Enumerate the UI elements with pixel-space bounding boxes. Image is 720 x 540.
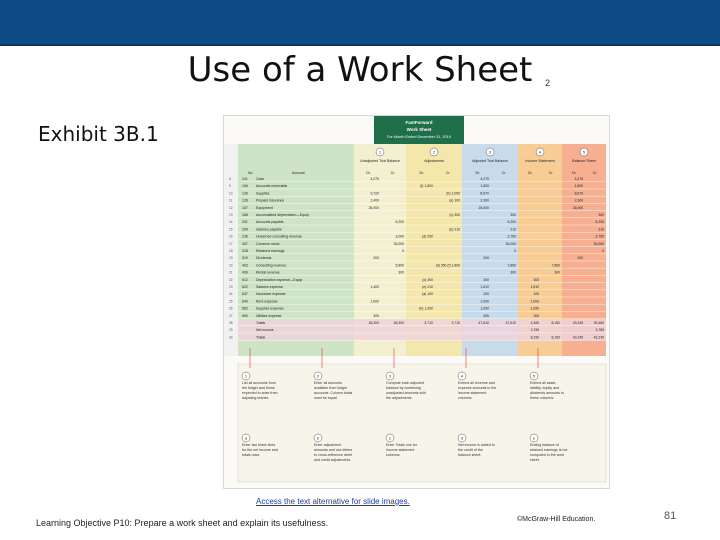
row-index: 8 [229, 177, 231, 181]
section-title: Balance Sheet [572, 159, 596, 163]
cell-value-cr: 8,150 [551, 321, 560, 325]
cell-value-cr: 300 [398, 270, 404, 275]
cell-value-cr: 5,800 [395, 263, 404, 268]
row-index: 12 [229, 205, 233, 210]
step-marker-number: 5 [582, 149, 586, 155]
cell-value-cr: 3,710 [451, 321, 460, 325]
cell-value-cr: 0 [602, 249, 604, 253]
note-step-number: b [316, 435, 320, 441]
cell-value-cr: 2,750 [507, 234, 516, 239]
cell-value-dr: 1,610 [480, 285, 489, 289]
copyright-notice: ©McGraw-Hill Education. [517, 516, 596, 523]
note-text-line: these columns. [530, 396, 555, 400]
row-index: 17 [229, 241, 233, 246]
cell-value-cr: (b) 1,050 [446, 191, 460, 196]
cell-value-dr: 1,800 [574, 184, 584, 189]
cell-value-dr: 26,000 [368, 205, 379, 210]
note-step-number: d [460, 435, 464, 441]
cell-value-dr: 1,400 [370, 285, 379, 289]
row-index: 21 [229, 270, 233, 275]
dr-header: Dr. [419, 171, 424, 175]
account-number: 106 [242, 184, 248, 189]
cell-value-dr: 1,000 [480, 299, 489, 304]
cell-value-dr: 200 [483, 256, 489, 261]
cell-value-dr: 1,610 [530, 285, 540, 289]
cell-value-dr: 2,300 [574, 198, 584, 203]
cell-value-cr: 300 [598, 213, 604, 217]
note-step-number: a [244, 435, 248, 441]
account-number: 637 [242, 292, 248, 297]
cell-value-dr: 8,670 [574, 191, 584, 196]
note-text-line: Extend all asset, [530, 381, 557, 385]
cell-value-cr: 30,000 [593, 241, 604, 246]
account-name: Dividends [256, 256, 272, 261]
cell-value-cr: 39,460 [593, 321, 604, 325]
note-text-line: to cross-reference debit [314, 453, 352, 457]
row-index: 9 [229, 184, 231, 189]
note-text-line: Compute each adjusted [386, 381, 424, 385]
cell-value-cr: 30,000 [505, 241, 516, 246]
cell-value-dr: (d) 250 [422, 234, 433, 239]
cell-value-dr: 200 [577, 256, 584, 261]
step-marker-number: 3 [488, 149, 492, 155]
cell-value-cr: 3,000 [395, 234, 404, 239]
cell-value-dr: 2,300 [480, 198, 489, 203]
cell-value-cr: 0 [402, 249, 404, 253]
account-number: 128 [242, 198, 248, 203]
cell-value-dr: 1,050 [530, 306, 540, 311]
cell-value-dr: 3,710 [424, 321, 433, 325]
note-step-number: c [389, 435, 391, 441]
account-name: Net income [256, 328, 274, 333]
account-name: Utilities expense [256, 313, 282, 318]
section-title: Unadjusted Trial Balance [360, 159, 400, 163]
account-number: 406 [242, 270, 248, 275]
account-number: 167 [242, 205, 248, 210]
note-text-line: income statement [386, 448, 415, 452]
note-step-number: 1 [244, 373, 248, 379]
cell-value-cr: (c) 300 [449, 213, 460, 217]
cell-value-cr: 300 [510, 270, 516, 275]
section-title: Adjusted Trial Balance [472, 159, 508, 163]
account-number: 236 [242, 234, 248, 239]
note-text-line: liability, equity and [530, 386, 560, 390]
account-number: 307 [242, 241, 248, 246]
account-name: Depreciation expense—Equip. [256, 277, 304, 282]
cell-value-dr: 305 [483, 313, 489, 318]
note-text-line: unadjusted amounts with [386, 391, 426, 395]
cell-value-cr: 43,245 [593, 335, 604, 340]
section-title: Adjustments [424, 159, 444, 163]
account-number: 652 [242, 306, 248, 311]
row-index: 18 [229, 249, 233, 253]
cell-value-cr: 300 [554, 270, 560, 275]
note-text-line: adjusting entries. [242, 396, 270, 400]
cr-header: Cr. [445, 171, 451, 175]
cell-value-dr: 4,365 [530, 321, 540, 325]
note-step-number: 2 [316, 373, 320, 379]
cell-value-dr: 305 [373, 313, 379, 318]
note-text-line: and credit adjustments. [314, 458, 352, 462]
cell-value-cr: 45,300 [393, 321, 404, 325]
account-number: 622 [242, 285, 248, 289]
note-text-line: for the net income and [242, 448, 278, 452]
account-number: 101 [242, 177, 248, 181]
cell-value-dr: 300 [533, 277, 540, 282]
cell-value-cr: (e) 210 [449, 227, 460, 232]
column-no-header: No. [248, 171, 254, 175]
note-text-line: Enter Totals row for [386, 443, 417, 447]
cell-value-dr: 26,000 [572, 205, 584, 210]
row-index: 11 [229, 198, 233, 203]
account-number: 318 [242, 249, 248, 253]
note-text-line: computed in the work [530, 453, 565, 457]
account-name: Retained earnings [256, 249, 285, 253]
row-index: 27 [229, 313, 233, 318]
row-index: 19 [229, 256, 233, 261]
note-text-line: available from ledger [314, 386, 348, 390]
account-number: 690 [242, 313, 248, 318]
step-marker-number: 2 [432, 149, 436, 155]
account-name: Supplies [256, 191, 270, 196]
worksheet-heading: Work Sheet [406, 127, 432, 132]
note-text-line: Extend all revenue and [458, 381, 495, 385]
cell-value-cr: 47,610 [505, 321, 516, 325]
note-step-number: 3 [388, 373, 392, 379]
top-banner [0, 0, 720, 46]
account-name: Rental revenue [256, 270, 280, 275]
cell-value-dr: 3,785 [530, 328, 540, 333]
account-name: Insurance expense [256, 292, 286, 297]
cr-header: Cr. [548, 171, 554, 175]
account-name: Prepaid insurance [256, 198, 285, 203]
account-name: Salaries expense [256, 285, 283, 289]
section-title: Income Statement [525, 159, 555, 163]
cell-value-cr: 300 [510, 213, 516, 217]
account-number: 612 [242, 277, 248, 282]
cell-value-dr: 1,000 [530, 299, 540, 304]
cell-value-dr: 1,000 [370, 299, 379, 304]
worksheet-figure [224, 116, 609, 488]
cell-value-dr: 43,245 [572, 321, 584, 325]
cr-header: Cr. [501, 171, 507, 175]
row-index: 14 [229, 220, 233, 225]
note-text-line: expense amounts to the [458, 386, 497, 390]
cell-value-dr: 4,275 [574, 177, 584, 181]
row-index: 15 [229, 227, 233, 232]
note-text-line: List all accounts from [242, 381, 276, 385]
cell-value-cr: 6,200 [507, 220, 516, 225]
cell-value-dr: 47,610 [478, 321, 489, 325]
cell-value-dr: (a) 100 [422, 292, 433, 297]
note-text-line: balance by combining [386, 386, 421, 390]
note-text-line: the ledger and those [242, 386, 275, 390]
cell-value-cr: 8,150 [551, 335, 560, 340]
cell-value-dr: 300 [483, 277, 489, 282]
note-text-line: balance sheet. [458, 453, 482, 457]
account-name: Supplies expense [256, 306, 284, 311]
cell-value-dr: 1,050 [480, 306, 489, 311]
note-text-line: totals rows. [242, 453, 261, 457]
totals-row-band [238, 326, 606, 333]
cell-value-dr: 100 [483, 292, 489, 297]
cell-value-dr: 45,300 [368, 321, 379, 325]
dr-header: Dr. [572, 171, 577, 175]
cell-value-cr: 30,000 [393, 241, 404, 246]
worksheet-period: For Month Ended December 31, 2019 [387, 135, 451, 139]
note-text-line: Enter all amounts [314, 381, 342, 385]
account-name: Equipment [256, 205, 273, 210]
cell-value-cr: 3,785 [595, 328, 604, 333]
cell-value-dr: 100 [533, 292, 540, 297]
row-index: 10 [229, 191, 233, 196]
note-text-line: sheet. [530, 458, 540, 462]
row-index: 28 [229, 321, 233, 325]
note-text-line: Ending balance of [530, 443, 559, 447]
cell-value-dr: 4,275 [480, 177, 489, 181]
account-number: 209 [242, 227, 248, 232]
account-name: Accounts payable [256, 220, 284, 225]
account-name: Totals [256, 321, 266, 325]
cell-value-dr: (e) 210 [422, 285, 433, 289]
slide-title: Use of a Work Sheet [187, 50, 533, 90]
cell-value-dr: 8,150 [530, 335, 540, 340]
account-name: Salaries payable [256, 227, 282, 232]
note-text-line: must be equal. [314, 396, 338, 400]
dr-header: Dr. [528, 171, 533, 175]
note-text-line: Enter two blank lines [242, 443, 276, 447]
account-name: Unearned consulting revenue [256, 234, 302, 239]
note-text-line: columns. [386, 453, 401, 457]
note-text-line: dividends amounts to [530, 391, 564, 395]
row-index: 20 [229, 263, 233, 268]
account-name: Common stock [256, 241, 280, 246]
cell-value-cr: (a) 100 [449, 198, 460, 203]
account-number: 403 [242, 263, 248, 268]
text-alternative-link[interactable]: Access the text alternative for slide images. [256, 497, 410, 506]
cell-value-cr: 6,200 [595, 220, 604, 225]
cell-value-cr: 0 [514, 249, 516, 253]
column-account-header: Account [292, 171, 305, 175]
cr-header: Cr. [390, 171, 396, 175]
cell-value-dr: 43,245 [572, 335, 584, 340]
row-index: 30 [229, 335, 233, 340]
cell-value-dr: (b) 1,050 [419, 306, 433, 311]
learning-objective: Learning Objective P10: Prepare a work sheet and explain its usefulness. [36, 518, 329, 528]
cell-value-dr: 8,670 [480, 191, 489, 196]
cell-value-dr: 2,400 [370, 198, 379, 203]
cell-value-dr: 26,000 [478, 205, 489, 210]
note-text-line: columns. [458, 396, 473, 400]
account-number: 319 [242, 256, 248, 261]
cell-value-cr: 7,850 [507, 263, 516, 268]
note-text-line: income statement [458, 391, 487, 395]
account-name: Cash [256, 177, 265, 181]
cell-value-cr: 210 [598, 227, 604, 232]
note-text-line: Enter adjustment [314, 443, 342, 447]
cell-value-cr: 6,200 [395, 220, 404, 225]
cell-value-cr: 210 [510, 227, 516, 232]
note-text-line: retained earnings is not [530, 448, 568, 452]
dr-header: Dr. [475, 171, 480, 175]
account-number: 126 [242, 191, 248, 196]
account-name: Accumulated depreciation—Equip. [256, 213, 310, 217]
cell-value-cr: 2,750 [595, 234, 604, 239]
account-name: Totals [256, 335, 266, 340]
note-text-line: expected to arise from [242, 391, 278, 395]
exhibit-label: Exhibit 3B.1 [38, 122, 159, 146]
note-text-line: the adjustments. [386, 396, 413, 400]
account-name: Consulting revenue [256, 263, 287, 268]
cell-value-dr: 200 [373, 256, 379, 261]
row-index: 16 [229, 234, 233, 239]
note-text-line: the credit of the [458, 448, 483, 452]
step-marker-number: 4 [538, 149, 542, 155]
cr-header: Cr. [592, 171, 598, 175]
cell-value-cr: (d) 250 (f) 1,800 [435, 263, 460, 268]
note-step-number: e [532, 435, 536, 441]
worksheet-company: FastForward [405, 120, 433, 125]
cell-value-cr: 7,850 [551, 263, 560, 268]
step-marker-number: 1 [378, 149, 382, 155]
cell-value-dr: (c) 300 [422, 277, 433, 282]
cell-value-dr: 9,720 [370, 191, 379, 196]
cell-value-dr: (f) 1,800 [420, 184, 433, 189]
account-number: 168 [242, 213, 248, 217]
row-index: 24 [229, 292, 233, 297]
account-number: 640 [242, 299, 248, 304]
cell-value-dr: 1,800 [480, 184, 489, 189]
note-text-line: accounts. Column totals [314, 391, 353, 395]
row-index: 23 [229, 285, 233, 289]
row-index: 29 [229, 328, 233, 333]
note-step-number: 5 [532, 373, 536, 379]
cell-value-dr: 4,275 [370, 177, 379, 181]
worksheet-exhibit-image [223, 115, 610, 489]
page-number: 81 [664, 510, 677, 522]
row-index: 25 [229, 299, 233, 304]
cell-value-dr: 305 [533, 313, 540, 318]
note-step-number: 4 [460, 373, 464, 379]
account-name: Accounts receivable [256, 184, 288, 189]
title-number: 2 [545, 78, 551, 88]
account-name: Rent expense [256, 299, 278, 304]
account-number: 201 [242, 220, 248, 225]
row-index: 13 [229, 213, 233, 217]
dr-header: Dr. [366, 171, 371, 175]
row-index: 26 [229, 306, 233, 311]
note-text-line: amounts and use letters [314, 448, 353, 452]
note-text-line: Net income is added to [458, 443, 495, 447]
row-index: 22 [229, 277, 233, 282]
